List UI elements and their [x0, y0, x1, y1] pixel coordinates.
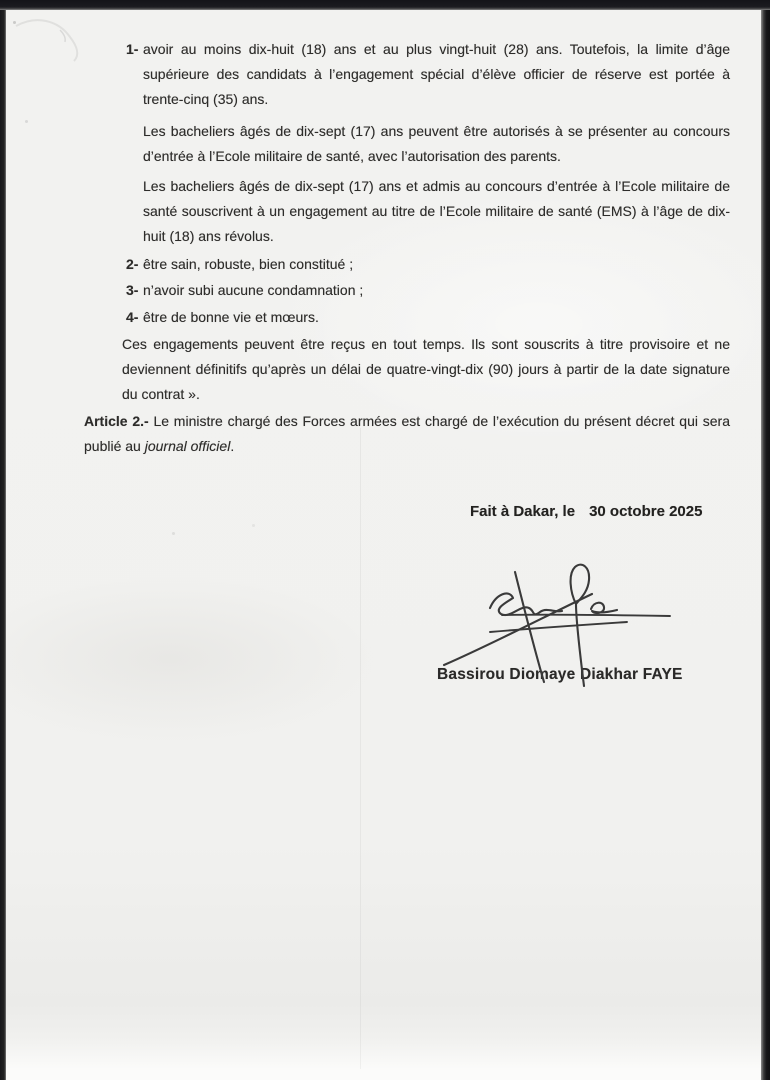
fait-a-dakar-label: Fait à Dakar, le	[470, 503, 576, 520]
requirement-item-3	[126, 278, 730, 303]
paper-fold-line	[360, 428, 361, 1072]
signatory-name: Bassirou Diomaye Diakhar FAYE	[437, 666, 683, 683]
article-2-paragraph	[84, 409, 730, 459]
journal-officiel-italic: journal officiel	[144, 438, 231, 454]
scan-border-left	[0, 0, 6, 1080]
article-2-period: .	[230, 438, 235, 454]
dust-speck	[25, 120, 28, 123]
engagements-paragraph: Ces engagements peuvent être reçus en tout temps. Ils sont souscrits à titre provisoire et ne deviennent définitifs qu’après un délai de quatre-vingt-dix (90) jours à partir de la date signature du contrat ».	[122, 336, 730, 402]
article-2-label: Article 2.-	[84, 413, 149, 429]
place-date-line	[470, 503, 702, 520]
dust-speck	[172, 532, 175, 535]
item-number: 4-	[126, 309, 139, 325]
item-text: n’avoir subi aucune condamnation ;	[143, 282, 364, 298]
scan-bottom-highlight	[6, 1069, 761, 1080]
requirement-item-2	[126, 252, 730, 277]
item-number: 3-	[126, 282, 139, 298]
item-number: 1-	[126, 41, 139, 57]
scan-border-right	[761, 0, 770, 1080]
item-text: être de bonne vie et mœurs.	[143, 309, 319, 325]
requirement-item-4	[126, 305, 730, 330]
bacheliers-paragraph-1: Les bacheliers âgés de dix-sept (17) ans peuvent être autorisés à se présenter au concours d’entrée à l’Ecole militaire de santé, avec l’autorisation des parents.	[143, 123, 730, 164]
dust-speck	[252, 524, 255, 527]
item-number: 2-	[126, 256, 139, 272]
dust-speck	[13, 21, 16, 24]
scan-border-top	[0, 0, 770, 10]
item-text: être sain, robuste, bien constitué ;	[143, 256, 354, 272]
article-2-text: Le ministre chargé des Forces armées est chargé de l’exécution du présent décret qui sera publié au	[84, 413, 730, 454]
bacheliers-paragraph-2: Les bacheliers âgés de dix-sept (17) ans et admis au concours d’entrée à l’Ecole militaire de santé souscrivent à un engagement au titre de l’Ecole militaire de santé (EMS) à l’âge de dix-huit (18) ans révolus.	[143, 178, 730, 244]
decree-body	[84, 37, 730, 459]
requirement-item-1	[126, 37, 730, 112]
item-text: avoir au moins dix-huit (18) ans et au plus vingt-huit (28) ans. Toutefois, la limite d’âge supérieure des candidats à l’engagement spécial d’élève officier de réserve est portée à trente-cinq (35) ans.	[143, 41, 730, 107]
decree-date: 30 octobre 2025	[589, 503, 703, 520]
